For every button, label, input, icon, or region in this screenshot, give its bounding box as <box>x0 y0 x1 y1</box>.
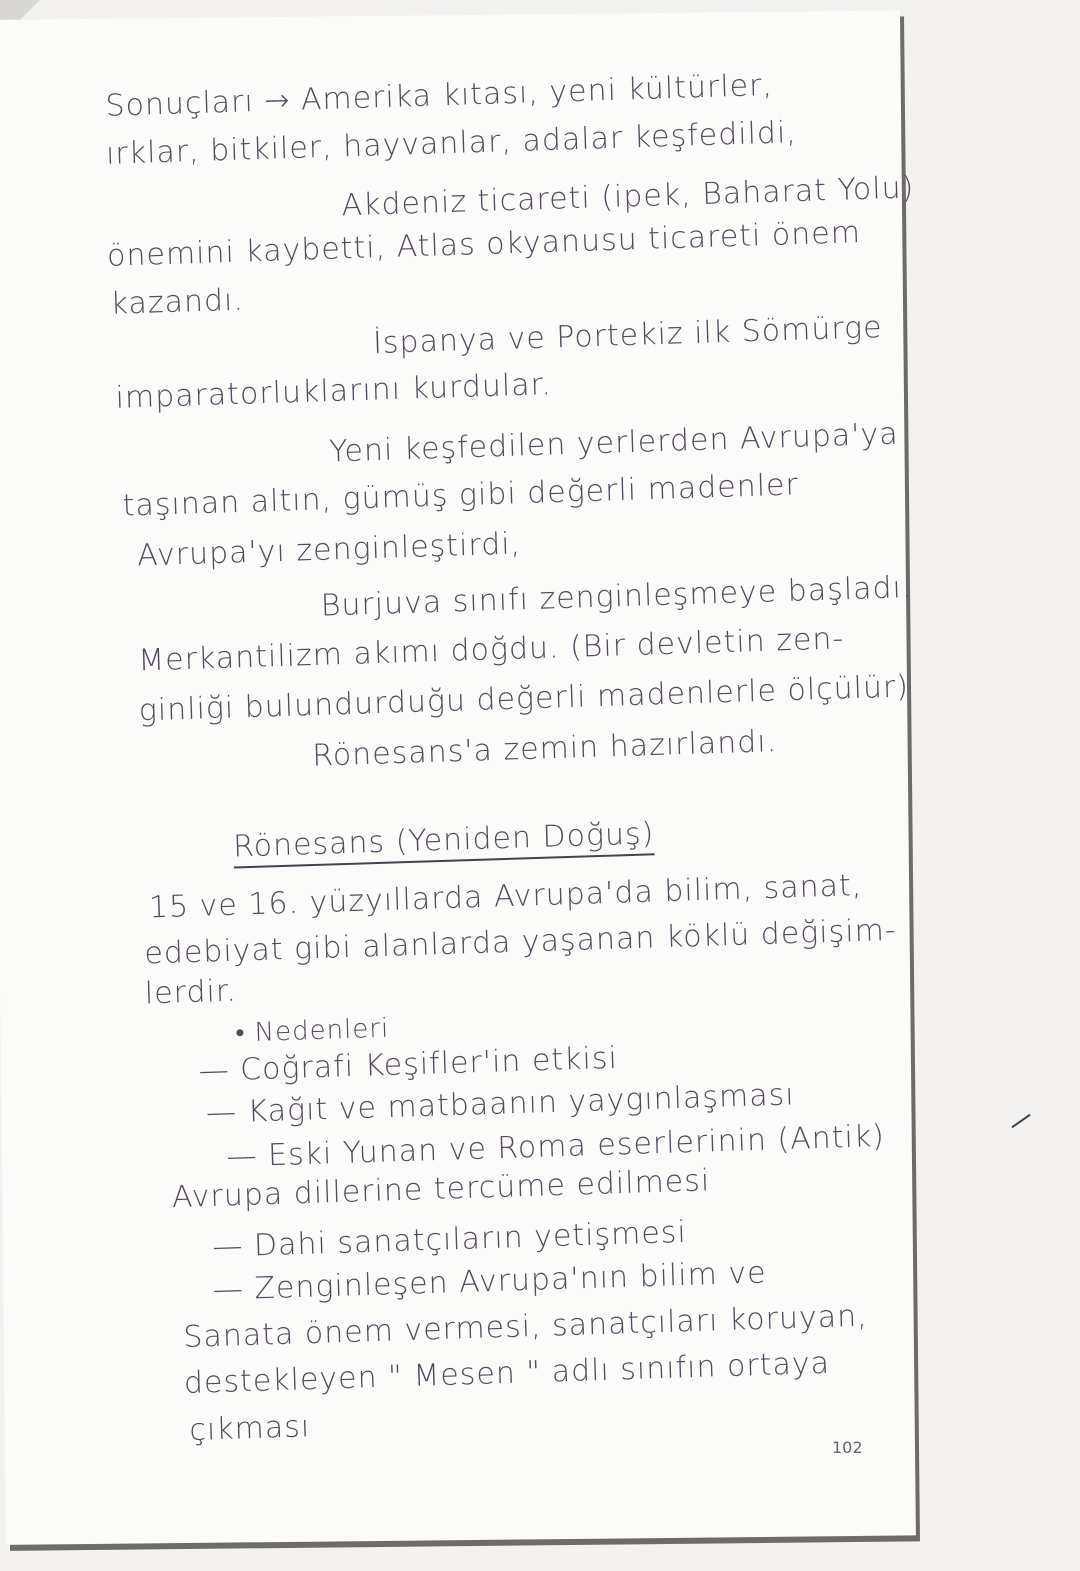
section-heading: Rönesans (Yeniden Doğuş) <box>233 816 655 868</box>
list-item: — Zenginleşen Avrupa'nın bilim ve <box>212 1255 768 1308</box>
text-line: imparatorluklarını kurdular. <box>115 367 553 416</box>
text-line: ırklar, bitkiler, hayvanlar, adalar keşfedildi, <box>105 115 798 172</box>
text-line: lerdir. <box>144 973 238 1012</box>
text-line: Sonuçları → Amerika kıtası, yeni kültürler, <box>104 67 774 124</box>
text-line: Yeni keşfedilen yerlerden Avrupa'ya <box>328 416 900 470</box>
list-item: — Eski Yunan ve Roma eserlerinin (Antik) <box>226 1118 886 1175</box>
list-item: — Dahi sanatçıların yetişmesi <box>211 1214 688 1265</box>
text-line: Akdeniz ticareti (ipek, Baharat Yolu) <box>341 170 915 224</box>
text-line: ginliği bulundurduğu değerli madenlerle ölçülür) <box>138 669 910 729</box>
text-line: 15 ve 16. yüzyıllarda Avrupa'da bilim, sanat, <box>148 867 863 926</box>
text-line: İspanya ve Portekiz ilk Sömürge <box>372 310 884 362</box>
text-line: Rönesans'a zemin hazırlandı. <box>311 724 778 774</box>
text-line: Avrupa dillerine tercüme edilmesi <box>171 1163 711 1216</box>
list-item: — Kağıt ve matbaanın yaygınlaşması <box>205 1077 796 1131</box>
text-line: Avrupa'yı zenginleştirdi, <box>136 526 522 574</box>
text-line: taşınan altın, gümüş gibi değerli madenler <box>122 467 800 524</box>
text-line: çıkması <box>188 1409 311 1448</box>
list-item: — Coğrafi Keşifler'in etkisi <box>198 1040 619 1089</box>
text-line: kazandı. <box>110 282 245 322</box>
text-line: Merkantilizm akımı doğdu. (Bir devletin zen- <box>137 621 845 679</box>
text-line: Burjuva sınıfı zenginleşmeye başladı. <box>320 569 913 624</box>
text-line: destekleyen " Mesen " adlı sınıfın ortaya <box>183 1345 831 1402</box>
text-line: edebiyat gibi alanlarda yaşanan köklü değişim- <box>143 912 898 972</box>
text-line: önemini kaybetti, Atlas okyanusu ticareti önem <box>106 215 862 274</box>
text-line: Sanata önem vermesi, sanatçıları koruyan, <box>182 1298 869 1356</box>
page-number: 102 <box>832 1438 863 1457</box>
bullet-heading: • Nedenleri <box>234 1013 390 1049</box>
pen-mark <box>1011 1114 1030 1128</box>
notebook-page <box>0 10 916 1544</box>
